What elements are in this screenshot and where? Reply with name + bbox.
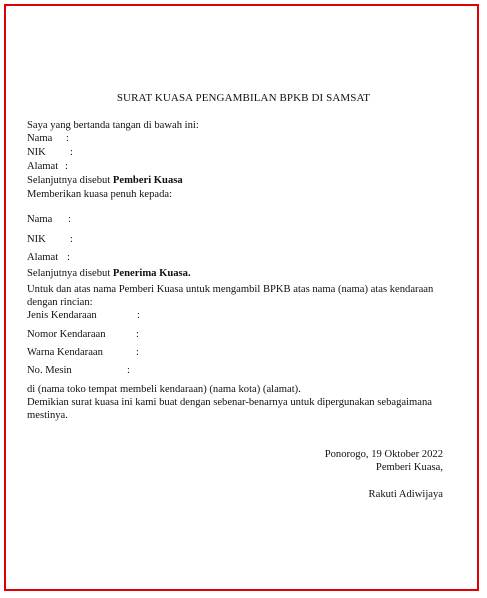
grantee-nik-label: NIK <box>27 234 46 245</box>
grantor-nama-colon: : <box>66 133 69 144</box>
grantee-nama-colon: : <box>68 214 71 225</box>
vehicle-mesin-colon: : <box>127 365 130 376</box>
grantee-nama-label: Nama <box>27 214 53 225</box>
grantee-alamat-colon: : <box>67 252 70 263</box>
vehicle-warna-label: Warna Kendaraan <box>27 347 103 358</box>
grantee-called-prefix: Selanjutnya disebut <box>27 268 113 279</box>
vehicle-jenis-colon: : <box>137 310 140 321</box>
vehicle-mesin-label: No. Mesin <box>27 365 72 376</box>
closing-line-1: Demikian surat kuasa ini kami buat dengan sebenar-benarnya untuk dipergunakan sebagaimana <box>27 397 432 408</box>
grantor-nik-label: NIK <box>27 147 46 158</box>
grantor-called-line <box>27 174 183 187</box>
vehicle-warna-colon: : <box>136 347 139 358</box>
grantor-called-prefix: Selanjutnya disebut <box>27 175 113 186</box>
grantee-alamat-label: Alamat <box>27 252 59 263</box>
purpose-line-2: dengan rincian: <box>27 297 93 308</box>
signer-name: Rakuti Adiwijaya <box>368 489 443 500</box>
location-line: di (nama toko tempat membeli kendaraan) (nama kota) (alamat). <box>27 384 301 395</box>
grantor-alamat-label: Alamat <box>27 161 59 172</box>
grantor-alamat-colon: : <box>65 161 68 172</box>
place-date: Ponorogo, 19 Oktober 2022 <box>324 449 443 460</box>
grantee-nik-colon: : <box>70 234 73 245</box>
signer-role: Pemberi Kuasa, <box>375 462 443 473</box>
grant-line: Memberikan kuasa penuh kepada: <box>27 189 173 200</box>
grantor-called-term: Pemberi Kuasa <box>112 175 183 186</box>
grantor-nik-colon: : <box>70 147 73 158</box>
vehicle-nomor-colon: : <box>136 329 139 340</box>
document-title: SURAT KUASA PENGAMBILAN BPKB DI SAMSAT <box>116 92 371 104</box>
grantee-called-line <box>27 267 191 280</box>
grantee-called-term: Penerima Kuasa. <box>112 268 191 279</box>
closing-line-2: mestinya. <box>27 410 68 421</box>
vehicle-nomor-label: Nomor Kendaraan <box>27 329 106 340</box>
intro-text: Saya yang bertanda tangan di bawah ini: <box>27 120 199 131</box>
purpose-line-1: Untuk dan atas nama Pemberi Kuasa untuk mengambil BPKB atas nama (nama) atas kendaraan <box>27 284 434 295</box>
vehicle-jenis-label: Jenis Kendaraan <box>27 310 97 321</box>
grantor-nama-label: Nama <box>27 133 53 144</box>
